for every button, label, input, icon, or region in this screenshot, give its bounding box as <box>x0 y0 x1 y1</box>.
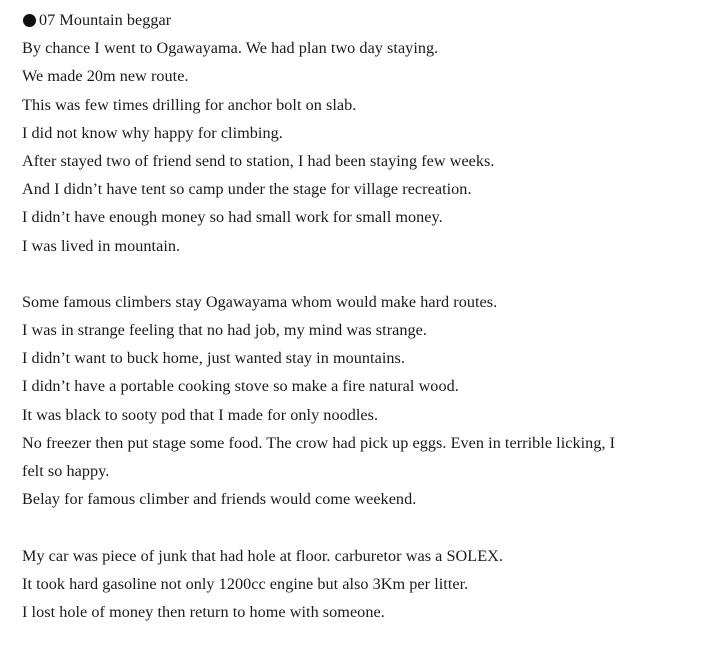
paragraph-line: I didn’t want to buck home, just wanted stay in mountains. <box>22 349 405 368</box>
document-body <box>22 6 702 626</box>
paragraph-spacer <box>22 513 702 541</box>
paragraph-line: By chance I went to Ogawayama. We had plan two day staying. <box>22 39 439 58</box>
paragraph-line: felt so happy. <box>22 462 110 480</box>
paragraph-line: It was black to sooty pod that I made for only noodles. <box>22 405 379 424</box>
paragraph-3 <box>22 542 702 627</box>
paragraph-line: And I didn’t have tent so camp under the stage for village recreation. <box>22 180 472 199</box>
paragraph-line: My car was piece of junk that had hole at floor. carburetor was a SOLEX. <box>22 546 503 565</box>
paragraph-line: Some famous climbers stay Ogawayama whom would make hard routes. <box>22 292 498 311</box>
paragraph-line: I was lived in mountain. <box>22 236 181 255</box>
paragraph-line: After stayed two of friend send to station, I had been staying few weeks. <box>22 151 495 170</box>
paragraph-line: I didn’t have a portable cooking stove so make a fire natural wood. <box>22 377 459 396</box>
document-title: 07 Mountain beggar <box>39 11 172 29</box>
paragraph-2 <box>22 288 702 514</box>
paragraph-line: This was few times drilling for anchor bolt on slab. <box>22 95 357 114</box>
paragraph-line: It took hard gasoline not only 1200cc engine but also 3Km per litter. <box>22 574 469 593</box>
paragraph-line: I did not know why happy for climbing. <box>22 123 283 142</box>
paragraph-1 <box>22 34 702 260</box>
paragraph-line: I lost hole of money then return to home with someone. <box>22 602 385 621</box>
paragraph-line: I didn’t have enough money so had small work for small money. <box>22 208 443 227</box>
paragraph-line: We made 20m new route. <box>22 67 189 86</box>
document-title-row <box>22 6 702 34</box>
paragraph-line: I was in strange feeling that no had job, my mind was strange. <box>22 321 427 340</box>
paragraph-line: Belay for famous climber and friends would come weekend. <box>22 490 417 509</box>
paragraph-spacer <box>22 260 702 288</box>
paragraph-line: No freezer then put stage some food. The crow had pick up eggs. Even in terrible licking, I <box>22 433 616 452</box>
bullet-circle-icon <box>23 14 36 27</box>
